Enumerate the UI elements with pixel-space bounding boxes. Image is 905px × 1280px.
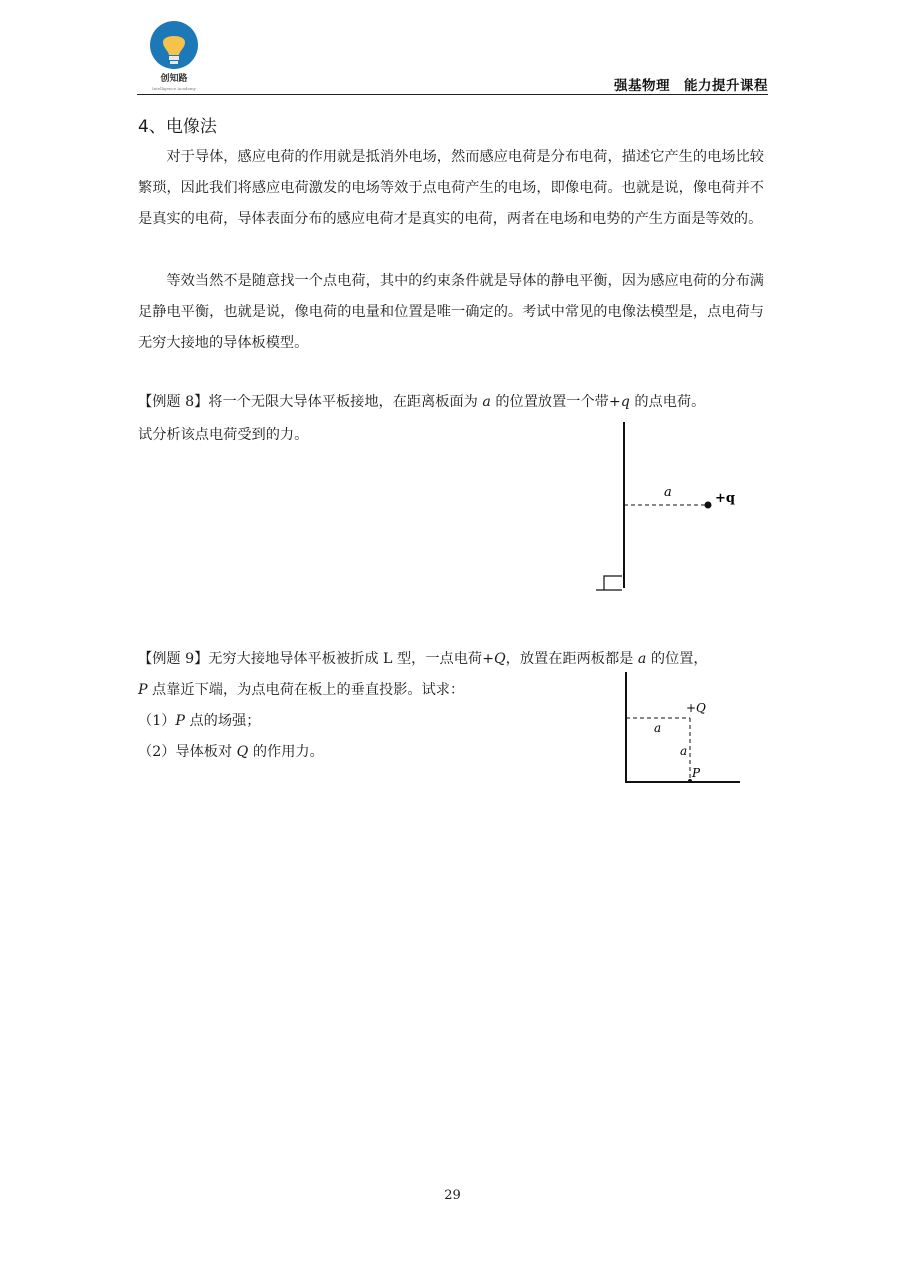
- logo-subtext: Intelligence Academy: [152, 86, 196, 91]
- course-subtitle: 能力提升课程: [684, 78, 768, 94]
- question-text: 点的场强；: [184, 713, 261, 729]
- paragraph-1: 对于导体，感应电荷的作用就是抵消外电场，然而感应电荷是分布电荷，描述它产生的电场比较繁琐，因此我们将感应电荷激发的电场等效于点电荷产生的电场，即像电荷。也就是说，像电荷并不是真实的电荷，导体表面分布的感应电荷才是真实的电荷，两者在电场和电势的产生方面是等效的。: [138, 149, 764, 227]
- point-P-label: P: [692, 766, 701, 780]
- var-a: a: [482, 394, 491, 410]
- header-course: [614, 74, 768, 94]
- example-9-text: 的位置，: [646, 651, 708, 667]
- example-9-tag: 【例题 9】: [138, 651, 209, 667]
- example-9-line-2: [138, 675, 464, 706]
- example-9-text: 无穷大接地导体平板被折成 L 型，一点电荷: [208, 651, 483, 667]
- charge-q: +q: [608, 394, 630, 410]
- var-Q: Q: [236, 744, 249, 760]
- point-charge: [705, 502, 712, 509]
- header-divider: [137, 94, 768, 95]
- distance-label: a: [664, 485, 672, 500]
- example-9-figure: [620, 670, 744, 788]
- charge-label: +q: [715, 491, 735, 506]
- example-8-text: 的点电荷。: [629, 394, 706, 410]
- charge-label: +Q: [686, 701, 706, 715]
- example-8-figure: [592, 420, 752, 595]
- point-P: [688, 779, 692, 783]
- brand-logo: [147, 20, 201, 94]
- example-8-line-1: [138, 387, 768, 418]
- example-8-text: 将一个无限大导体平板接地，在距离板面为: [208, 394, 483, 410]
- question-prefix: （1）: [138, 713, 176, 729]
- question-1: [138, 706, 260, 737]
- example-8-text: 的位置放置一个带: [490, 394, 609, 410]
- horizontal-a-label: a: [654, 721, 662, 735]
- vertical-a-label: a: [680, 744, 688, 758]
- question-prefix: （2）导体板对: [138, 744, 237, 760]
- var-P: P: [175, 713, 185, 729]
- ground-bracket: [604, 576, 622, 590]
- example-9-text: 点靠近下端，为点电荷在板上的垂直投影。试求：: [147, 682, 465, 698]
- example-9-text: ，放置在距两板都是: [505, 651, 638, 667]
- charge-Q: +Q: [482, 651, 506, 667]
- question-2: [138, 737, 324, 768]
- question-text: 的作用力。: [248, 744, 324, 760]
- var-P: P: [138, 682, 148, 698]
- var-a: a: [637, 651, 647, 667]
- example-8-tag: 【例题 8】: [138, 394, 209, 410]
- paragraph-2: 等效当然不是随意找一个点电荷，其中的约束条件就是导体的静电平衡，因为感应电荷的分布满足静电平衡，也就是说，像电荷的电量和位置是唯一确定的。考试中常见的电像法模型是，点电荷与无穷大接地的导体板模型。: [138, 273, 764, 351]
- page-number: 29: [444, 1188, 461, 1203]
- course-name: 强基物理: [614, 78, 670, 94]
- example-8-line-2: 试分析该点电荷受到的力。: [138, 427, 309, 443]
- logo-text: 创知路: [160, 74, 188, 84]
- section-title: 4、电像法: [138, 117, 217, 137]
